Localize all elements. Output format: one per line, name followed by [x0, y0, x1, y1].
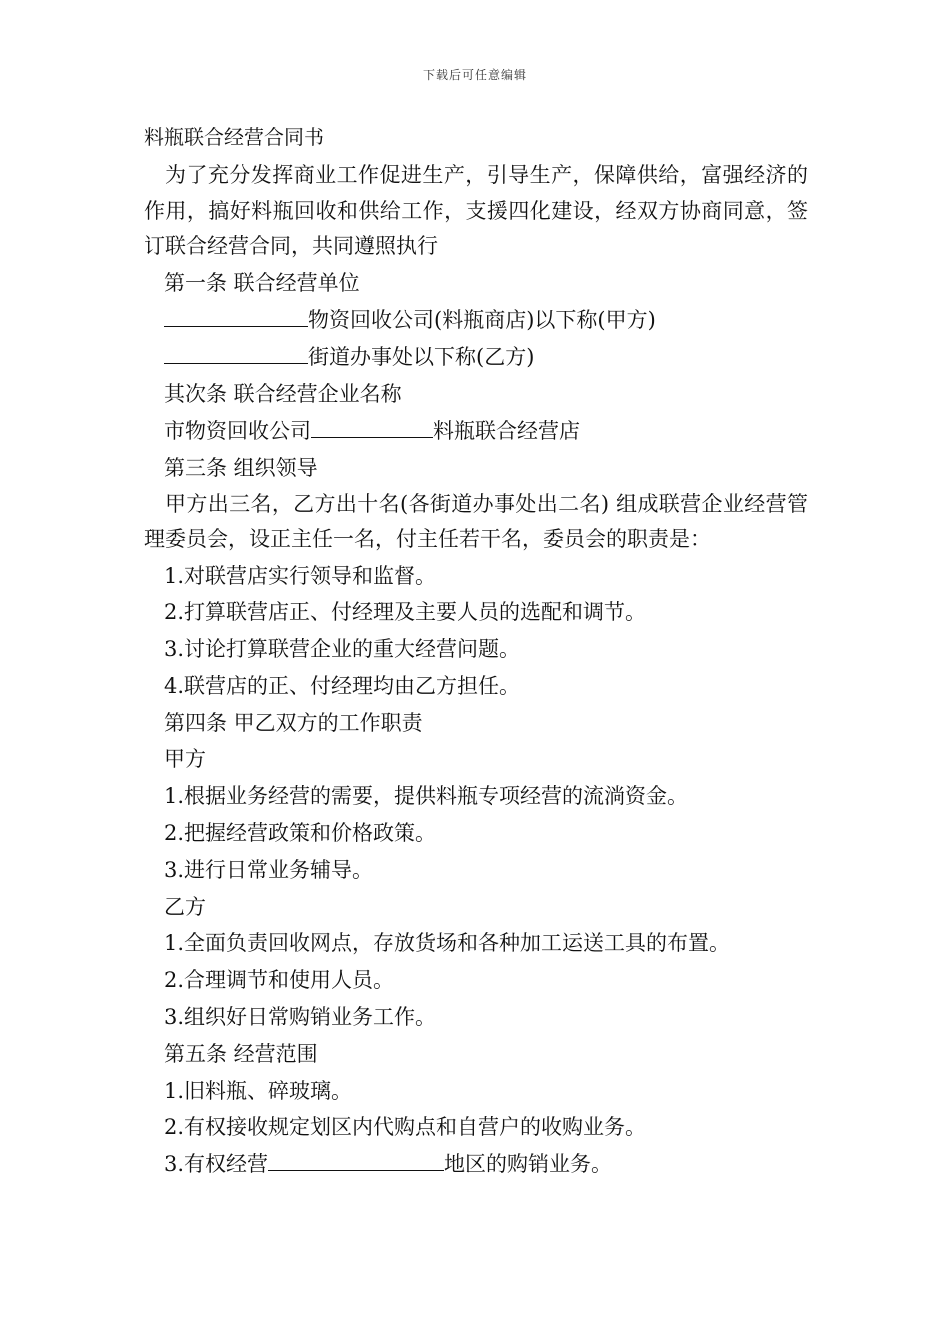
article3-heading: 第三条 组织领导: [164, 455, 318, 480]
list-item: 1.根据业务经营的需要，提供料瓶专项经营的流淌资金。: [164, 784, 689, 809]
fill-in-blank: [164, 343, 308, 364]
party-b-text: 街道办事处以下称(乙方): [308, 344, 535, 369]
article5-heading: 第五条 经营范围: [164, 1041, 318, 1066]
list-item: 1.对联营店实行领导和监督。: [164, 563, 437, 588]
list-item: 1.旧料瓶、碎玻璃。: [164, 1078, 353, 1103]
list-item: 2.合理调节和使用人员。: [164, 968, 395, 993]
list-item: 3.进行日常业务辅导。: [164, 857, 374, 882]
document-title: 料瓶联合经营合同书: [144, 125, 324, 149]
fill-in-blank: [268, 1150, 444, 1171]
fill-in-blank: [164, 306, 308, 327]
list-item: [144, 1146, 808, 1183]
article4-heading: 第四条 甲乙双方的工作职责: [164, 710, 423, 735]
fill-in-blank: [311, 417, 433, 438]
party-b-line: [144, 339, 808, 376]
document-body: [144, 122, 808, 1183]
party-a-label: 甲方: [164, 747, 206, 772]
article3-body: 甲方出三名，乙方出十名(各街道办事处出二名) 组成联营企业经营管理委员会，设正主任一名，付主任若干名，委员会的职责是：: [144, 491, 808, 551]
enterprise-name-suffix: 料瓶联合经营店: [433, 418, 580, 443]
party-a-text: 物资回收公司(料瓶商店)以下称(甲方): [308, 307, 656, 332]
article1-heading: 第一条 联合经营单位: [164, 270, 360, 295]
list-item: 2.有权接收规定划区内代购点和自营户的收购业务。: [164, 1115, 647, 1140]
list-item: 1.全面负责回收网点，存放货场和各种加工运送工具的布置。: [164, 931, 731, 956]
party-b-label: 乙方: [164, 894, 206, 919]
party-a-line: [144, 302, 808, 339]
enterprise-name-prefix: 市物资回收公司: [164, 418, 311, 443]
list-item: 3.组织好日常购销业务工作。: [164, 1005, 437, 1030]
list-item: 2.打算联营店正、付经理及主要人员的选配和调节。: [164, 600, 647, 625]
item3-prefix: 3.有权经营: [164, 1152, 269, 1177]
enterprise-name-line: [144, 413, 808, 450]
list-item: 3.讨论打算联营企业的重大经营问题。: [164, 637, 521, 662]
intro-paragraph: 为了充分发挥商业工作促进生产，引导生产，保障供给，富强经济的作用，搞好料瓶回收和供给工作，支援四化建设，经双方协商同意，签订联合经营合同，共同遵照执行: [144, 163, 808, 258]
list-item: 4.联营店的正、付经理均由乙方担任。: [164, 673, 521, 698]
list-item: 2.把握经营政策和价格政策。: [164, 821, 437, 846]
page-header: 下载后可任意编辑: [422, 68, 527, 82]
item3-suffix: 地区的购销业务。: [444, 1152, 613, 1177]
article2-heading: 其次条 联合经营企业名称: [164, 381, 402, 406]
